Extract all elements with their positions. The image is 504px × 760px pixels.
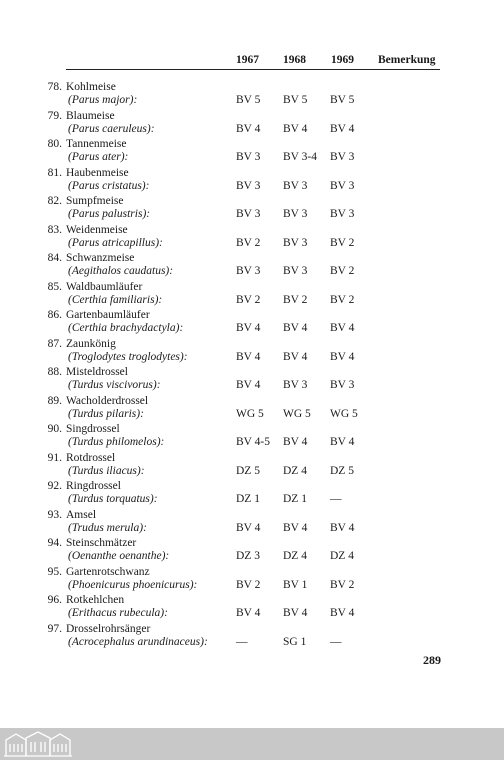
row-number: 89.	[47, 394, 62, 407]
value-1968: DZ 1	[283, 493, 307, 505]
header-1969: 1969	[331, 54, 354, 66]
table-row	[0, 509, 504, 537]
table-row	[0, 395, 504, 423]
value-1968: BV 4	[283, 322, 308, 334]
species-latin: (Turdus philomelos):	[68, 436, 165, 448]
species-name: Tannenmeise	[66, 138, 127, 150]
row-number: 79.	[47, 109, 62, 122]
value-1967: BV 4	[236, 350, 261, 363]
value-1969: BV 4	[330, 607, 355, 619]
value-1967: BV 2	[236, 293, 261, 306]
value-1969: BV 4	[330, 122, 355, 135]
value-1968: BV 3-4	[283, 151, 317, 163]
table-row	[0, 138, 504, 166]
table-row	[0, 252, 504, 280]
value-1968: BV 2	[283, 293, 308, 306]
row-number: 90.	[47, 423, 62, 435]
value-1969: —	[330, 493, 342, 505]
table-row	[0, 537, 504, 565]
value-1968: BV 3	[283, 236, 308, 249]
species-latin: (Parus cristatus):	[68, 179, 150, 192]
value-1969: BV 3	[330, 208, 355, 220]
species-latin: (Certhia familiaris):	[68, 293, 163, 306]
value-1967: DZ 3	[236, 550, 260, 562]
species-latin: (Turdus torquatus):	[68, 493, 158, 505]
species-name: Amsel	[66, 508, 97, 521]
value-1968: BV 3	[283, 179, 308, 192]
row-number: 91.	[47, 451, 62, 464]
species-name: Ringdrossel	[66, 480, 121, 492]
species-name: Steinschmätzer	[66, 537, 137, 549]
row-number: 93.	[47, 508, 62, 521]
species-name: Waldbaumläufer	[66, 280, 143, 293]
row-number: 80.	[47, 138, 62, 150]
value-1969: BV 4	[330, 521, 355, 534]
value-1968: SG 1	[283, 635, 307, 648]
value-1969: BV 4	[330, 322, 355, 334]
row-number: 95.	[47, 565, 62, 578]
species-latin: (Erithacus rubecula):	[68, 607, 168, 619]
table-row	[0, 309, 504, 337]
value-1968: DZ 4	[283, 550, 307, 562]
value-1968: WG 5	[283, 407, 311, 420]
value-1969: DZ 5	[330, 464, 354, 477]
table-row	[0, 480, 504, 508]
row-number: 87.	[47, 337, 62, 350]
species-name: Blaumeise	[66, 109, 115, 122]
value-1967: BV 4	[236, 322, 261, 334]
species-latin: (Parus caeruleus):	[68, 122, 155, 135]
value-1967: BV 3	[236, 265, 261, 277]
table-row	[0, 423, 504, 451]
value-1969: —	[330, 635, 342, 648]
header-rule	[66, 69, 440, 70]
header-1968: 1968	[283, 54, 306, 66]
value-1968: BV 4	[283, 521, 308, 534]
table-row	[0, 281, 504, 309]
species-name: Rotkehlchen	[66, 594, 125, 606]
species-latin: (Parus palustris):	[68, 208, 151, 220]
value-1967: BV 2	[236, 236, 261, 249]
species-name: Singdrossel	[66, 423, 120, 435]
value-1969: BV 3	[330, 379, 355, 391]
value-1967: BV 3	[236, 208, 261, 220]
value-1968: BV 5	[283, 94, 308, 106]
species-latin: (Certhia brachydactyla):	[68, 322, 184, 334]
table-row	[0, 594, 504, 622]
row-number: 88.	[47, 366, 62, 378]
value-1967: BV 4	[236, 607, 261, 619]
footer-bar	[0, 728, 504, 760]
table-row	[0, 623, 504, 651]
table-row	[0, 195, 504, 223]
table-row	[0, 366, 504, 394]
row-number: 82.	[47, 195, 62, 207]
value-1968: BV 1	[283, 578, 308, 591]
species-name: Drosselrohrsänger	[66, 622, 151, 635]
table-row	[0, 338, 504, 366]
header-1967: 1967	[236, 54, 259, 66]
species-name: Haubenmeise	[66, 166, 129, 179]
species-latin: (Parus ater):	[68, 151, 129, 163]
table-row	[0, 81, 504, 109]
value-1969: BV 3	[330, 151, 355, 163]
value-1969: BV 3	[330, 179, 355, 192]
value-1968: BV 3	[283, 265, 308, 277]
value-1968: BV 4	[283, 350, 308, 363]
row-number: 92.	[47, 480, 62, 492]
table-row	[0, 167, 504, 195]
row-number: 96.	[47, 594, 62, 606]
value-1969: BV 2	[330, 265, 355, 277]
table-row	[0, 110, 504, 138]
value-1968: BV 3	[283, 379, 308, 391]
library-building-icon	[2, 730, 74, 758]
value-1967: DZ 1	[236, 493, 260, 505]
table-row	[0, 224, 504, 252]
species-latin: (Parus atricapillus):	[68, 236, 163, 249]
value-1968: BV 4	[283, 607, 308, 619]
species-name: Sumpfmeise	[66, 195, 124, 207]
header-remark: Bemerkung	[378, 54, 436, 66]
species-latin: (Phoenicurus phoenicurus):	[68, 578, 198, 591]
row-number: 84.	[47, 252, 62, 264]
species-name: Rotdrossel	[66, 451, 116, 464]
table-row	[0, 452, 504, 480]
species-name: Kohlmeise	[66, 81, 116, 93]
value-1967: BV 4	[236, 379, 261, 391]
value-1968: BV 3	[283, 208, 308, 220]
species-latin: (Parus major):	[68, 94, 138, 106]
value-1969: BV 4	[330, 436, 355, 448]
species-latin: (Aegithalos caudatus):	[68, 265, 174, 277]
species-name: Gartenbaumläufer	[66, 309, 150, 321]
species-name: Zaunkönig	[66, 337, 116, 350]
value-1968: DZ 4	[283, 464, 307, 477]
row-number: 78.	[47, 81, 62, 93]
row-number: 83.	[47, 223, 62, 236]
species-latin: (Trudus merula):	[68, 521, 147, 534]
row-number: 85.	[47, 280, 62, 293]
table-row	[0, 566, 504, 594]
value-1967: —	[236, 635, 248, 648]
value-1969: DZ 4	[330, 550, 354, 562]
species-latin: (Turdus pilaris):	[68, 407, 144, 420]
species-latin: (Acrocephalus arundinaceus):	[68, 635, 208, 648]
species-latin: (Turdus iliacus):	[68, 464, 145, 477]
value-1967: BV 4	[236, 122, 261, 135]
value-1969: WG 5	[330, 407, 358, 420]
row-number: 81.	[47, 166, 62, 179]
row-number: 86.	[47, 309, 62, 321]
species-name: Weidenmeise	[66, 223, 128, 236]
value-1969: BV 2	[330, 578, 355, 591]
species-name: Wacholderdrossel	[66, 394, 149, 407]
species-latin: (Oenanthe oenanthe):	[68, 550, 170, 562]
row-number: 94.	[47, 537, 62, 549]
value-1968: BV 4	[283, 122, 308, 135]
value-1967: BV 5	[236, 94, 261, 106]
value-1969: BV 4	[330, 350, 355, 363]
value-1967: DZ 5	[236, 464, 260, 477]
value-1967: BV 3	[236, 179, 261, 192]
page-number: 289	[423, 653, 441, 667]
value-1969: BV 5	[330, 94, 355, 106]
value-1967: BV 4-5	[236, 436, 270, 448]
species-latin: (Turdus viscivorus):	[68, 379, 161, 391]
species-name: Schwanzmeise	[66, 252, 135, 264]
row-number: 97.	[47, 622, 62, 635]
value-1967: BV 3	[236, 151, 261, 163]
species-name: Misteldrossel	[66, 366, 128, 378]
species-latin: (Troglodytes troglodytes):	[68, 350, 188, 363]
value-1969: BV 2	[330, 236, 355, 249]
value-1968: BV 4	[283, 436, 308, 448]
value-1967: BV 2	[236, 578, 261, 591]
value-1967: BV 4	[236, 521, 261, 534]
value-1967: WG 5	[236, 407, 264, 420]
value-1969: BV 2	[330, 293, 355, 306]
species-name: Gartenrotschwanz	[66, 565, 150, 578]
